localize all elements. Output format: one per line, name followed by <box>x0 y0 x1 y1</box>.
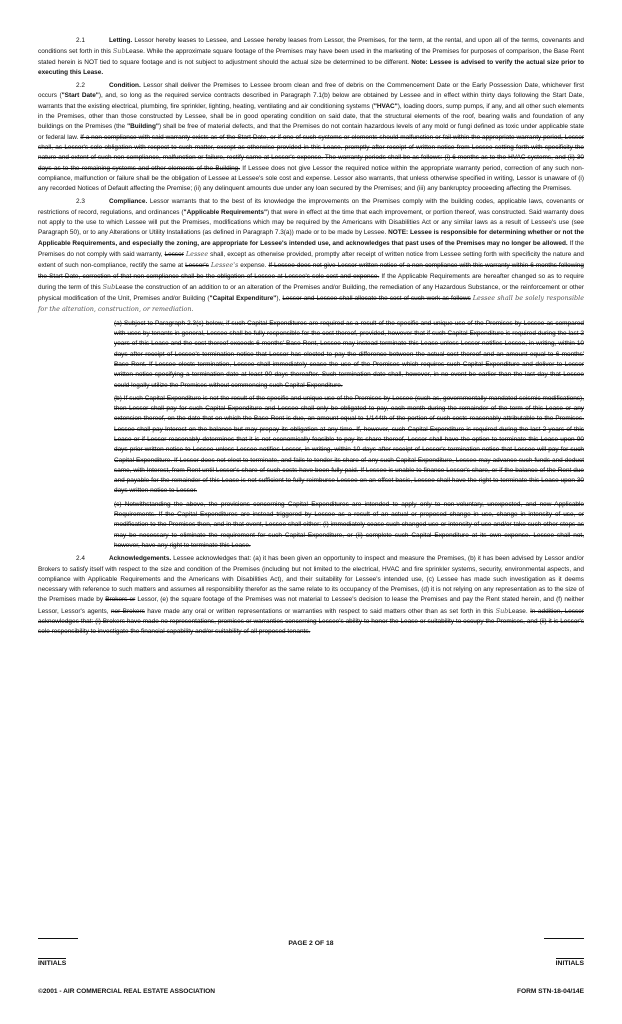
compliance-note: NOTE: Lessee is responsible for determining whether or not the Applicable Requirements, and especially the zoning, are appropriate for Lessee's intended use, and acknowledges that past uses of the Premises may no longer be allowed. <box>38 229 584 247</box>
initials-label-right: INITIALS <box>555 960 584 967</box>
subparagraph-a: (a) Subject to Paragraph 2.3(c) below, if such Capital Expenditures are required as a result of the specific and unique use of the Premises by Lessee as compared with uses by tenants in general, Lessee shall be fully responsible for the cost thereof, provided, however that if such Capital Expenditure is required during the last 2 years of this Lease and the cost thereof exceeds 6 months' Base Rent, Lessee may instead terminate this Lease unless Lessor notifies Lessee, in writing, within 10 days after receipt of Lessee's termination notice that Lessor has elected to pay the difference between the actual cost thereof and an amount equal to 6 months' Base Rent. If Lessee elects termination, Lessee shall immediately cease the use of the Premises which requires such Capital Expenditure and deliver to Lessor written notice specifying a termination date at least 90 days thereafter. Such termination date shall, however, in no event be earlier than the last day that Lessee could legally utilize the Premises without commencing such Capital Expenditure. <box>114 319 584 389</box>
form-number: FORM STN-18-04/14E <box>516 988 584 995</box>
subparagraph-b: (b) If such Capital Expenditure is not the result of the specific and unique use of the Premises by Lessee (such as, governmentally mandated seismic modifications), then Lessor shall pay for such Capital Expenditure and Lessee shall only be obligated to pay, each month during the remainder of the term of this Lease or any extension thereof, on the date that on which the Base Rent is due, an amount equal to 1/144th of the portion of such costs reasonably attributable to the Premises. Lessee shall pay Interest on the balance but may prepay its obligation at any time. If, however, such Capital Expenditure is required during the last 2 years of this Lease or if Lessor reasonably determines that it is not economically feasible to pay its share thereof, Lessor shall have the option to terminate this Lease upon 90 days prior written notice to Lessee unless Lessee notifies Lessor, in writing, within 10 days after receipt of Lessor's termination notice that Lessee will pay for such Capital Expenditure. If Lessor does not elect to terminate, and fails to tender its share of any such Capital Expenditure, Lessee may advance such funds and deduct same, with Interest, from Rent until Lessor's share of such costs have been fully paid. If Lessee is unable to finance Lessor's share, or if the balance of the Rent due and payable for the remainder of this Lease is not sufficient to fully reimburse Lessee on an offset basis, Lessee shall have the right to terminate this Lease upon 30 days written notice to Lessor. <box>114 394 584 495</box>
section-title: Letting. <box>108 37 133 44</box>
page-number: PAGE 2 OF 18 <box>288 940 334 947</box>
section-2-3: 2.3 Compliance. Lessor warrants that to the best of its knowledge the improvements on the Premises comply with the building codes, applicable laws, covenants or restrictions of record, regulations, and ordinances ("Applicable Requirements") that were in effect at the time that each improvement, or portion thereof, was constructed. Said warranty does not apply to the use to which Lessee will put the Premises, modifications which may be required by the Americans with Disabilities Act or any similar laws as a result of Lessee's use (see Paragraph 50), or to any Alterations or Utility Installations (as defined in Paragraph 7.3(a)) made or to be made by Lessee. NOTE: Lessee is responsible for determining whether or not the Applicable Requirements, and especially the zoning, are appropriate for Lessee's intended use, and acknowledges that past uses of the Premises may no longer be allowed. If the Premises do not comply with said warranty, Lessor Lessee shall, except as otherwise provided, promptly after receipt of written notice from Lessee setting forth with specificity the nature and extent of such non-compliance, rectify the same at Lessor's Lessee's expense. If Lessee does not give Lessor written notice of a non-compliance with this warranty within 6 months following the Start Date, correction of that non-compliance shall be the obligation of Lessee at Lessee's sole cost and expense. If the Applicable Requirements are hereafter changed so as to require during the term of this SubLease the construction of an addition to or an alteration of the Premises and/or Building, the remediation of any Hazardous Substance, or the reinforcement or other physical modification of the Unit, Premises and/or Building ("Capital Expenditure"), Lessor and Lessee shall allocate the cost of such work as follows Lessee shall be solely responsible for the alteration, construction, or remediation. <box>38 198 585 314</box>
section-title: Compliance. <box>108 198 148 206</box>
handwritten-insert: Lessee shall be solely responsible for the alteration, construction, or remediation. <box>38 294 585 314</box>
struck-text: If a non-compliance with said warranty exists as of the Start Date, or if one of such systems or elements should malfunction or fail within the appropriate warranty period, Lessor shall, as Lessor's sole obligation with respect to such matter, except as otherwise provided in this Lease, promptly after receipt of written notice from Lessee setting forth with specificity the nature and extent of such non-compliance, malfunction or failure, rectify same at Lessor's expense. The warranty periods shall be as follows: (i) 6 months as to the HVAC systems, and (ii) 30 days as to the remaining systems and other elements of the Building. <box>38 133 585 172</box>
section-title: Condition. <box>108 82 141 90</box>
initials-line-left <box>38 938 78 939</box>
subparagraph-c: (c) Notwithstanding the above, the provisions concerning Capital Expenditures are intended to apply only to non-voluntary, unexpected, and new Applicable Requirements. If the Capital Expenditures are instead triggered by Lessee as a result of an actual or proposed change in use, change in intensity of use, or modification to the Premises then, and in that event, Lessee shall either: (i) immediately cease such changed use or intensity of use and/or take such other steps as may be necessary to eliminate the requirement for such Capital Expenditure, or (ii) complete such Capital Expenditure at its own expense. Lessee shall not, however, have any right to terminate this Lease. <box>114 500 584 549</box>
section-2-1: 2.1 Letting. Lessor hereby leases to Lessee, and Lessee hereby leases from Lessor, the Premises, for the term, at the rental, and upon all of the terms, covenants and conditions set forth in this SubLease. While the approximate square footage of the Premises may have been used in the marketing of the Premises for purposes of comparison, the Base Rent stated herein is NOT tied to square footage and is not subject to adjustment should the actual size be determined to be different. Note: Lessee is advised to verify the actual size prior to executing this Lease. <box>38 37 585 76</box>
section-2-2: 2.2 Condition. Lessor shall deliver the Premises to Lessee broom clean and free of debris on the Commencement Date or the Early Possession Date, whichever first occurs ("Start Date"), and, so long as the required service contracts described in Paragraph 7.1(b) below are obtained by Lessee and in effect within thirty days following the Start Date, warrants that the existing electrical, plumbing, fire sprinkler, lighting, heating, ventilating and air conditioning systems ("HVAC"), loading doors, sump pumps, if any, and all other such elements in the Premises, other than those constructed by Lessee, shall be in good operating condition on said date, that the structural elements of the roof, bearing walls and foundation of any buildings on the Premises (the "Building") shall be free of material defects, and that the Premises do not contain hazardous levels of any mold or fungi defined as toxic under applicable state or federal law. If a non-compliance with said warranty exists as of the Start Date, or if one of such systems or elements should malfunction or fail within the appropriate warranty period, Lessor shall, as Lessor's sole obligation with respect to such matter, except as otherwise provided in this Lease, promptly after receipt of written notice from Lessee setting forth with specificity the nature and extent of such non-compliance, malfunction or failure, rectify same at Lessor's expense. The warranty periods shall be as follows: (i) 6 months as to the HVAC systems, and (ii) 30 days as to the remaining systems and other elements of the Building. If Lessee does not give Lessor the required notice within the appropriate warranty period, correction of any such non-compliance, malfunction or failure shall be the obligation of Lessee at Lessee's sole cost and expense. Lessor also warrants, that unless otherwise specified in writing, Lessor is unaware of (i) any recorded Notices of Default affecting the Premise; (ii) any delinquent amounts due under any loan secured by the Premises; and (iii) any bankruptcy proceeding affecting the Premises. <box>38 82 585 193</box>
section-2-4: 2.4 Acknowledgements. Lessee acknowledges that: (a) it has been given an opportunity to inspect and measure the Premises, (b) it has been advised by Lessor and/or Brokers to satisfy itself with respect to the size and condition of the Premises (including but not limited to the electrical, HVAC and fire sprinkler systems, security, environmental aspects, and compliance with Applicable Requirements and the Americans with Disabilities Act), and their suitability for Lessee's intended use, (c) Lessee has made such investigation as it deems necessary with reference to such matters and assumes all responsibility therefor as the same relate to its occupancy of the Premises, (d) it is not relying on any representation as to the size of the Premises made by Brokers or Lessor, (e) the square footage of the Premises was not material to Lessee's decision to lease the Premises and pay the Rent stated herein, and (f) neither Lessor, Lessor's agents, nor Brokers have made any oral or written representations or warranties with respect to said matters other than as set forth in this SubLease. In addition, Lessor acknowledges that: (i) Brokers have made no representations, promises or warranties concerning Lessee's ability to honor the Lease or suitability to occupy the Premises, and (ii) it is Lessor's sole responsibility to investigate the financial capability and/or suitability of all proposed tenants. <box>38 555 585 636</box>
section-number: 2.1 <box>76 37 85 44</box>
handwritten-insert: Sub <box>112 47 126 56</box>
lessee-note: Note: Lessee is advised to verify the actual size prior to executing this Lease. <box>38 58 584 76</box>
initials-line-right <box>544 938 584 939</box>
copyright-notice: ©2001 - AIR COMMERCIAL REAL ESTATE ASSOCIATION <box>38 988 216 995</box>
initials-label-left: INITIALS <box>38 960 67 967</box>
section-title: Acknowledgements. <box>108 555 172 563</box>
